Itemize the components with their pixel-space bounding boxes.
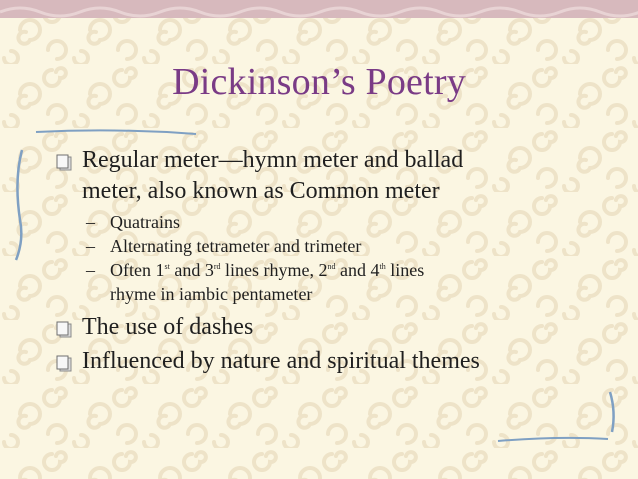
sub-bullet-text-part: lines [385,260,425,280]
bullet-text-continued: meter, also known as Common meter [82,178,440,204]
dash-marker: – [86,236,95,256]
ordinal-superscript: st [164,262,170,271]
bullet-item-dashes [56,312,616,343]
sub-bullet-rhyme [56,258,616,306]
dash-marker: – [86,212,95,232]
page-bullet-icon [56,154,74,172]
page-bullet-icon [56,355,74,373]
ordinal-superscript: nd [327,262,336,271]
sub-bullet-quatrains [56,210,616,234]
sub-bullet-text: Alternating tetrameter and trimeter [110,236,362,256]
slide-title: Dickinson’s Poetry [172,61,466,103]
bullet-text: Regular meter—hymn meter and ballad [82,147,464,173]
bullet-text: The use of dashes [82,314,254,340]
page-bullet-icon [56,321,74,339]
dash-marker: – [86,260,95,280]
top-decorative-band [0,0,638,18]
sub-bullet-alternating [56,234,616,258]
sub-bullet-text-part: lines rhyme, 2 [220,260,328,280]
bullet-list [56,145,616,377]
sub-bullet-text-continued: rhyme in iambic pentameter [110,284,313,304]
bullet-item-nature [56,346,616,377]
ordinal-superscript: th [379,262,386,271]
sub-bullet-text-part: Often 1 [110,260,165,280]
sub-bullet-text-part: and 3 [169,260,214,280]
bullet-item-meter [56,145,616,207]
bullet-text: Influenced by nature and spiritual themes [82,348,480,374]
sub-bullet-text-part: and 4 [335,260,380,280]
ordinal-superscript: rd [213,262,221,271]
sub-bullet-text: Quatrains [110,212,180,232]
